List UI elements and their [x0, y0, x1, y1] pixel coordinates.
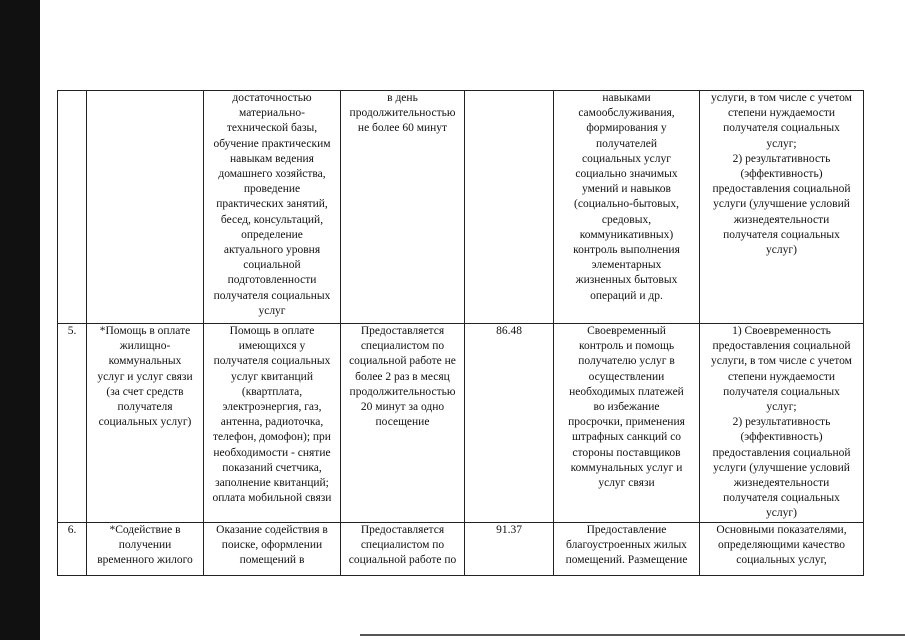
scan-bottom-line [360, 634, 905, 636]
conditions-cell: Своевременный контроль и помощь получателю услуг в осуществлении необходимых платежей во избежание просрочки, применения штрафных санкций со стороны поставщиков коммунальных услуг и услуг связи [554, 324, 700, 523]
conditions-cell: навыками самообслуживания, формирования у получателей социальных услуг социально значимых умений и навыков (социально-бытовых, средовых, коммуникативных) контроль выполнения элементарных жизненных бытовых операций и др. [554, 91, 700, 324]
service-description-cell: Помощь в оплате имеющихся у получателя социальных услуг квитанций (квартплата, электроэнергия, газ, антенна, радиоточка, телефон, домофон); при необходимости - снятие показаний счетчика, заполнение квитанций; оплата мобильной связи [204, 324, 341, 523]
services-table [57, 90, 864, 576]
service-description-cell: Оказание содействия в поиске, оформлении помещений в [204, 523, 341, 576]
row-number-cell: 5. [58, 324, 87, 523]
tariff-cell [465, 91, 554, 324]
service-name-cell [87, 91, 204, 324]
table-row [58, 324, 864, 523]
quality-indicators-cell: услуги, в том числе с учетом степени нуждаемости получателя социальных услуг; 2) результативность (эффективность) предоставления социальной услуги (улучшение условий жизнедеятельности получателя социальных услуг) [700, 91, 864, 324]
quality-indicators-cell: Основными показателями, определяющими качество социальных услуг, [700, 523, 864, 576]
tariff-cell: 91.37 [465, 523, 554, 576]
row-number-cell: 6. [58, 523, 87, 576]
row-number-cell [58, 91, 87, 324]
tariff-cell: 86.48 [465, 324, 554, 523]
service-name-cell: *Помощь в оплате жилищно- коммунальных услуг и услуг связи (за счет средств получателя социальных услуг) [87, 324, 204, 523]
service-timing-cell: Предоставляется специалистом по социальной работе не более 2 раз в месяц продолжительностью 20 минут за одно посещение [341, 324, 465, 523]
service-timing-cell: в день продолжительностью не более 60 минут [341, 91, 465, 324]
quality-indicators-cell: 1) Своевременность предоставления социальной услуги, в том числе с учетом степени нуждаемости получателя социальных услуг; 2) результативность (эффективность) предоставления социальной услуги (улучшение условий жизнедеятельности получателя социальных услуг) [700, 324, 864, 523]
table-row [58, 523, 864, 576]
table-row [58, 91, 864, 324]
service-name-cell: *Содействие в получении временного жилого [87, 523, 204, 576]
service-description-cell: достаточностью материально- технической базы, обучение практическим навыкам ведения домашнего хозяйства, проведение практических занятий, бесед, консультаций, определение актуального уровня социальной подготовленности получателя социальных услуг [204, 91, 341, 324]
scan-dark-edge [0, 0, 40, 640]
service-timing-cell: Предоставляется специалистом по социальной работе по [341, 523, 465, 576]
conditions-cell: Предоставление благоустроенных жилых помещений. Размещение [554, 523, 700, 576]
